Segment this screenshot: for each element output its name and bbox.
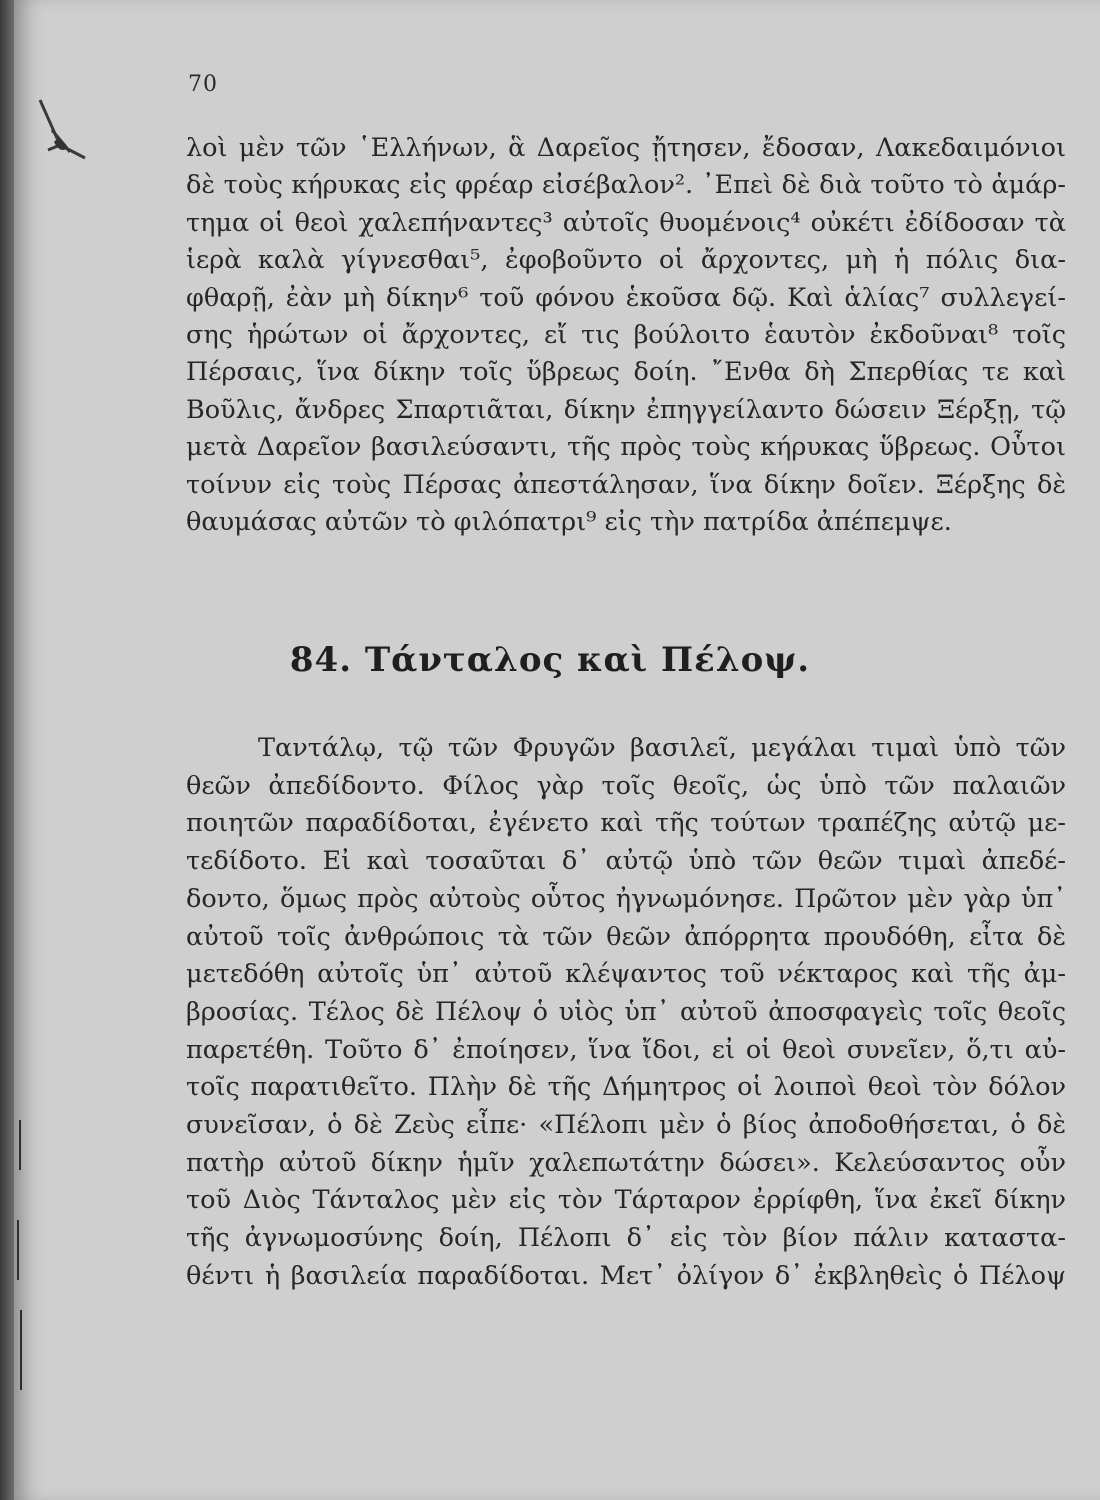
text-line: Βοῦλις, ἄνδρες Σπαρτιᾶται, δίκην ἐπηγγείλαντο δώσειν Ξέρξῃ, τῷ xyxy=(186,394,1066,425)
paragraph-2 xyxy=(186,730,1066,1296)
text-line: λοὶ μὲν τῶν ῾Ελλήνων, ἃ Δαρεῖος ᾔτησεν, ἔδοσαν, Λακεδαιμόνιοι xyxy=(186,133,1066,163)
text-line: θέντι ἡ βασιλεία παραδίδοται. Μετ᾿ ὀλίγον δ᾿ ἐκβληθεὶς ὁ Πέλοψ xyxy=(186,1260,1066,1291)
text-line: μετὰ Δαρεῖον βασιλεύσαντι, τῆς πρὸς τοὺς κήρυκας ὕβρεως. Οὗτοι xyxy=(186,432,1066,463)
text-line: τοίνυν εἰς τοὺς Πέρσας ἀπεστάλησαν, ἵνα δίκην δοῖεν. Ξέρξης δὲ xyxy=(186,469,1066,500)
text-line: μετεδόθη αὐτοῖς ὑπ᾿ αὐτοῦ κλέψαντος τοῦ νέκταρος καὶ τῆς ἀμ- xyxy=(186,959,1066,990)
paragraph-1 xyxy=(186,130,1066,541)
text-line: τοῦ Διὸς Τάνταλος μὲν εἰς τὸν Τάρταρον ἐρρίφθη, ἵνα ἐκεῖ δίκην xyxy=(186,1185,1066,1216)
text-line: ἱερὰ καλὰ γίγνεσθαι⁵, ἐφοβοῦντο οἱ ἄρχοντες, μὴ ἡ πόλις δια- xyxy=(186,245,1066,276)
text-line: Πέρσαις, ἵνα δίκην τοῖς ὕβρεως δοίη. ῎Ενθα δὴ Σπερθίας τε καὶ xyxy=(186,357,1066,388)
text-line: σης ἡρώτων οἱ ἄρχοντες, εἴ τις βούλοιτο ἑαυτὸν ἐκδοῦναι⁸ τοῖς xyxy=(186,320,1066,351)
page-edge-marks xyxy=(14,1100,26,1400)
text-line: αὐτοῦ τοῖς ἀνθρώποις τὰ τῶν θεῶν ἀπόρρητα προυδόθη, εἶτα δὲ xyxy=(186,921,1066,952)
text-line: δὲ τοὺς κήρυκας εἰς φρέαρ εἰσέβαλον². ᾿Επεὶ δὲ διὰ τοῦτο τὸ ἁμάρ- xyxy=(186,170,1066,201)
page-number: 70 xyxy=(188,72,218,97)
text-line: τῆς ἀγνωμοσύνης δοίη, Πέλοπι δ᾿ εἰς τὸν βίον πάλιν καταστα- xyxy=(186,1223,1066,1254)
text-line: θεῶν ἀπεδίδοντο. Φίλος γὰρ τοῖς θεοῖς, ὡς ὑπὸ τῶν παλαιῶν xyxy=(186,770,1066,801)
text-line: δοντο, ὅμως πρὸς αὐτοὺς οὗτος ἠγνωμόνησε. Πρῶτον μὲν γὰρ ὑπ᾿ xyxy=(186,883,1066,914)
text-line: συνεῖσαν, ὁ δὲ Ζεὺς εἶπε· «Πέλοπι μὲν ὁ βίος ἀποδοθήσεται, ὁ δὲ xyxy=(186,1110,1066,1141)
text-line: παρετέθη. Τοῦτο δ᾿ ἐποίησεν, ἵνα ἴδοι, εἰ οἱ θεοὶ συνεῖεν, ὅ,τι αὐ- xyxy=(186,1034,1066,1065)
book-binding xyxy=(0,0,14,1500)
text-line: τοῖς παρατιθεῖτο. Πλὴν δὲ τῆς Δήμητρος οἱ λοιποὶ θεοὶ τὸν δόλον xyxy=(186,1072,1066,1103)
text-line: τεδίδοτο. Εἰ καὶ τοσαῦται δ᾿ αὐτῷ ὑπὸ τῶν θεῶν τιμαὶ ἀπεδέ- xyxy=(186,846,1066,877)
text-line: φθαρῇ, ἐὰν μὴ δίκην⁶ τοῦ φόνου ἑκοῦσα δῷ. Καὶ ἁλίας⁷ συλλεγεί- xyxy=(186,282,1066,313)
text-line: βροσίας. Τέλος δὲ Πέλοψ ὁ υἱὸς ὑπ᾿ αὐτοῦ ἀποσφαγεὶς τοῖς θεοῖς xyxy=(186,996,1066,1027)
text-line: ποιητῶν παραδίδοται, ἐγένετο καὶ τῆς τούτων τραπέζης αὐτῷ με- xyxy=(186,808,1066,839)
margin-ink-mark xyxy=(30,90,100,160)
text-line: τημα οἱ θεοὶ χαλεπήναντες³ αὐτοῖς θυομένοις⁴ οὐκέτι ἐδίδοσαν τὰ xyxy=(186,207,1066,238)
text-line: Ταντάλῳ, τῷ τῶν Φρυγῶν βασιλεῖ, μεγάλαι τιμαὶ ὑπὸ τῶν xyxy=(258,733,1066,763)
text-line: θαυμάσας αὐτῶν τὸ φιλόπατρι⁹ εἰς τὴν πατρίδα ἀπέπεμψε. xyxy=(186,507,952,538)
section-title: 84. Τάνταλος καὶ Πέλοψ. xyxy=(289,640,811,680)
text-line: πατὴρ αὐτοῦ δίκην ἡμῖν χαλεπωτάτην δώσει». Κελεύσαντος οὖν xyxy=(186,1147,1066,1178)
